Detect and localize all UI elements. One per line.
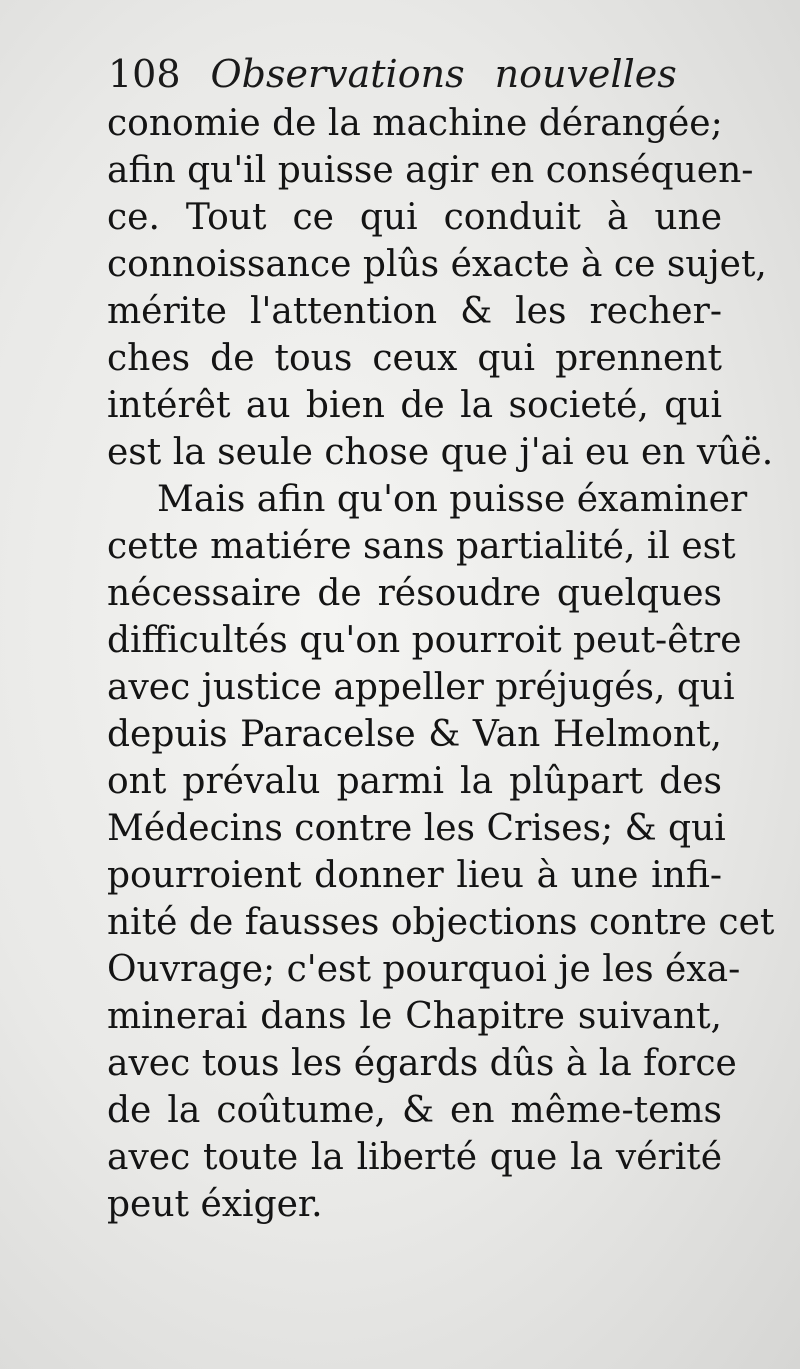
text-line: de la coûtume, & en même-tems	[107, 1090, 722, 1131]
text-line: cette matiére sans partialité, il est	[107, 526, 736, 567]
text-line: Ouvrage; c'est pourquoi je les éxa-	[107, 949, 741, 990]
text-line: avec tous les égards dûs à la force	[107, 1043, 737, 1084]
text-line: nité de fausses objections contre cet	[107, 902, 775, 943]
text-line: mérite l'attention & les recher-	[107, 291, 722, 332]
text-line: difficultés qu'on pourroit peut-être	[107, 620, 742, 661]
text-line: afin qu'il puisse agir en conséquen-	[107, 150, 754, 191]
text-line: depuis Paracelse & Van Helmont,	[107, 714, 722, 755]
text-line: Médecins contre les Crises; & qui	[107, 808, 726, 849]
running-title: Observations nouvelles	[210, 52, 677, 96]
page-number: 108	[108, 52, 181, 96]
text-line: peut éxiger.	[107, 1184, 323, 1225]
paragraph-start-line: Mais afin qu'on puisse éxaminer	[157, 479, 748, 520]
text-line: avec toute la liberté que la vérité	[107, 1137, 722, 1178]
text-line: nécessaire de résoudre quelques	[107, 573, 722, 614]
text-line: ont prévalu parmi la plûpart des	[107, 761, 722, 802]
text-line: ce. Tout ce qui conduit à une	[107, 197, 722, 238]
text-line: pourroient donner lieu à une infi-	[107, 855, 722, 896]
body-text	[107, 100, 775, 1228]
text-line: conomie de la machine dérangée;	[107, 103, 723, 144]
text-line: intérêt au bien de la societé, qui	[107, 385, 722, 426]
text-line: ches de tous ceux qui prennent	[107, 338, 722, 379]
text-line: avec justice appeller préjugés, qui	[107, 667, 735, 708]
running-header	[108, 52, 677, 96]
text-line: minerai dans le Chapitre suivant,	[107, 996, 722, 1037]
text-line: est la seule chose que j'ai eu en vûë.	[107, 432, 774, 473]
text-line: connoissance plûs éxacte à ce sujet,	[107, 244, 767, 285]
